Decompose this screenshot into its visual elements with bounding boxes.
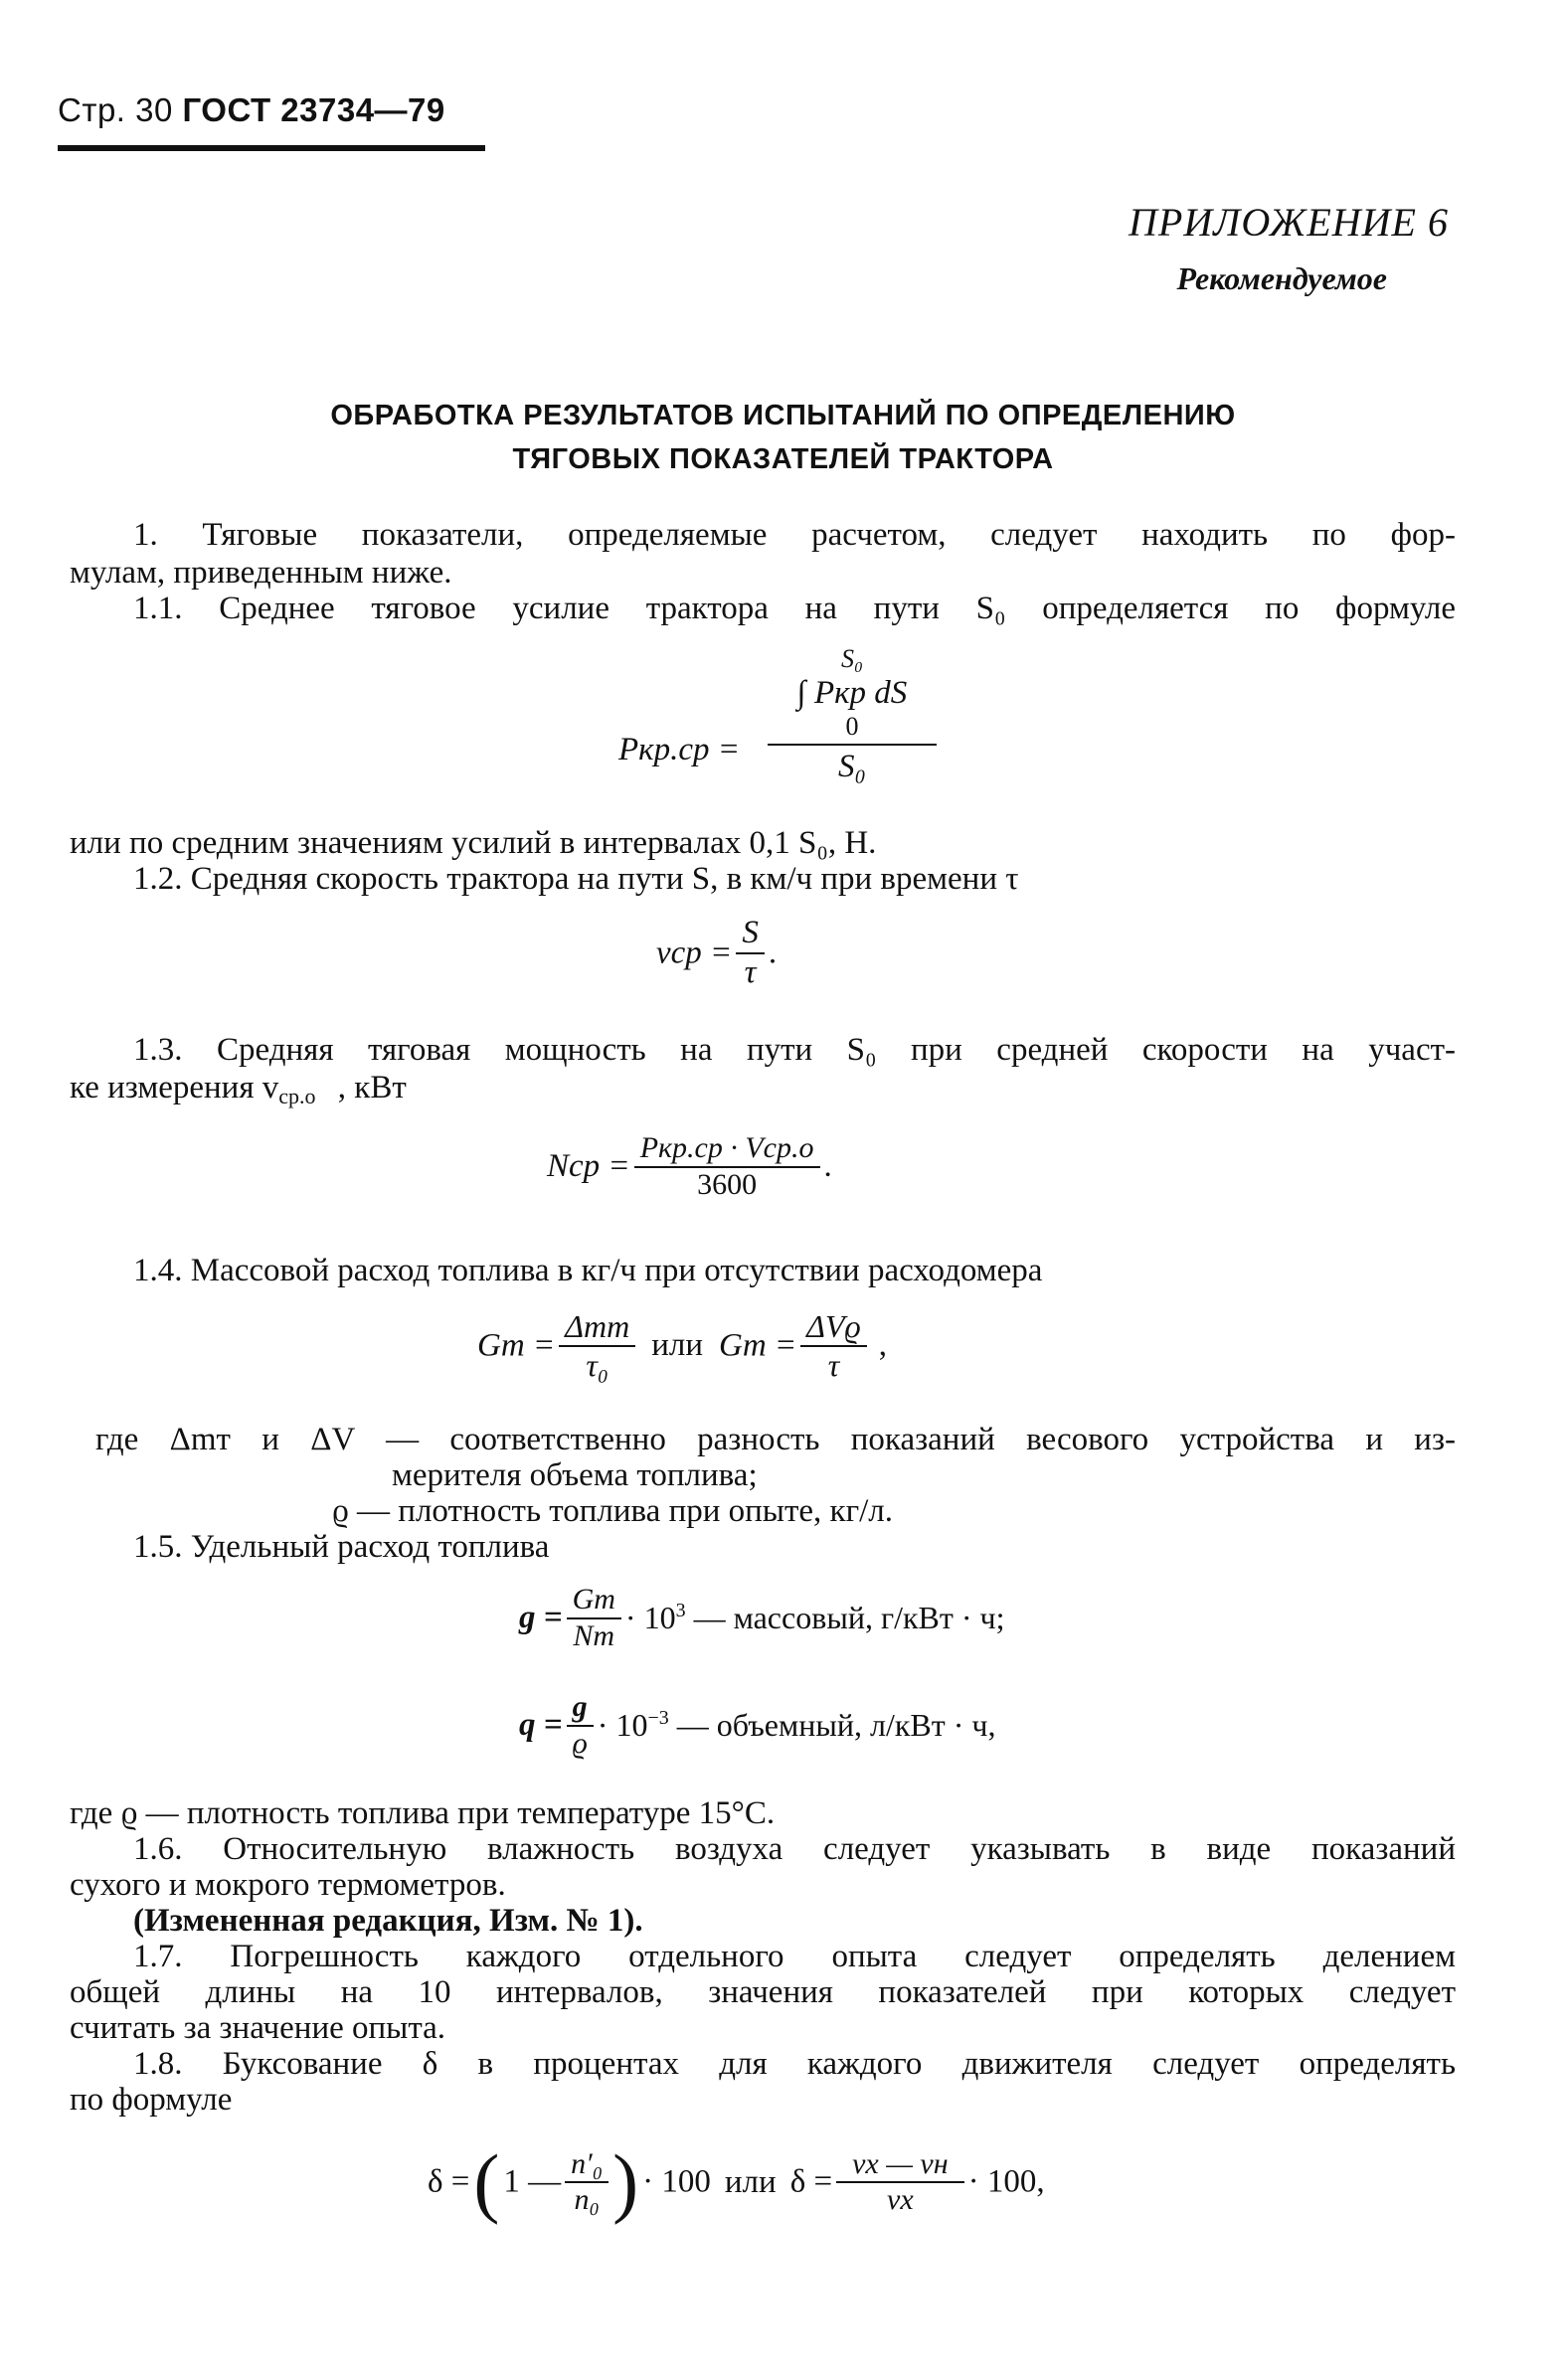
f2-tail: . xyxy=(768,935,778,971)
item-1-6-line1: 1.6. Относительную влажность воздуха следует указывать в виде показаний xyxy=(133,1831,1456,1867)
item-1-1: 1.1. Среднее тяговое усилие трактора на пути S₀ определяется по формуле xyxy=(133,591,1456,626)
formula-specific-volume xyxy=(519,1690,995,1789)
item-1-4-where2: мерителя объема топлива; xyxy=(392,1457,758,1493)
item-1-2: 1.2. Средняя скорость трактора на пути S, в км/ч при времени τ xyxy=(133,861,1019,897)
item-1-1-after: или по средним значениям усилий в интервалах 0,1 S₀, Н. xyxy=(70,825,877,861)
page-header xyxy=(58,91,445,129)
item-1-7-line3: считать за значение опыта. xyxy=(70,2010,446,2046)
f6a-numerator: n′₀ xyxy=(565,2147,609,2184)
f4b-lhs: Gт = xyxy=(718,1327,797,1364)
f5b-denominator: ϱ xyxy=(572,1726,588,1760)
formula-slip xyxy=(428,2137,1045,2247)
amendment-note: (Измененная редакция, Изм. № 1). xyxy=(133,1903,643,1939)
item-1-5: 1.5. Удельный расход топлива xyxy=(133,1529,550,1565)
f4b-numerator: ΔVϱ xyxy=(800,1308,867,1347)
f6b-denominator: vх xyxy=(887,2183,914,2216)
f3-denominator: 3600 xyxy=(697,1167,758,1201)
formula-mean-power xyxy=(547,1131,832,1231)
f1-integrand: ∫ Pкр dS xyxy=(796,675,908,711)
f5b-tail: — объемный, л/кВт · ч, xyxy=(676,1707,996,1743)
f1-upper-limit: S₀ xyxy=(840,644,864,673)
f6b-lhs: δ = xyxy=(789,2163,833,2200)
f4a-lhs: Gт = xyxy=(477,1327,556,1364)
item-1-7-line1: 1.7. Погрешность каждого отдельного опыта следует определять делением xyxy=(133,1939,1456,1974)
f1-denominator: S₀ xyxy=(838,749,866,784)
section-title-line1: ОБРАБОТКА РЕЗУЛЬТАТОВ ИСПЫТАНИЙ ПО ОПРЕДЕЛЕНИЮ xyxy=(330,400,1236,431)
f2-denominator: τ xyxy=(744,953,757,990)
item-1-3-line1: 1.3. Средняя тяговая мощность на пути S₀ при средней скорости на участ- xyxy=(133,1032,1456,1068)
f4b-denominator: τ xyxy=(827,1346,840,1383)
item-1-8-line2: по формуле xyxy=(70,2082,233,2118)
f2-numerator: S xyxy=(736,915,765,954)
f6a-close-paren: ) xyxy=(612,2138,639,2225)
f5b-lhs: q = xyxy=(519,1707,563,1743)
f4a-denominator: τ₀ xyxy=(586,1346,609,1383)
section-title-line2: ТЯГОВЫХ ПОКАЗАТЕЛЕЙ ТРАКТОРА xyxy=(512,443,1054,475)
item-1-line1: 1. Тяговые показатели, определяемые расчетом, следует находить по фор- xyxy=(133,517,1456,553)
item-1-7-line2: общей длины на 10 интервалов, значения показателей при которых следует xyxy=(70,1974,1456,2010)
item-1-line2: мулам, приведенным ниже. xyxy=(70,555,452,591)
f6a-lhs: δ = xyxy=(428,2163,470,2200)
f6a-one: 1 — xyxy=(503,2163,562,2200)
page-label: Стр. 30 xyxy=(58,91,173,128)
item-1-4-where1: где Δmт и ΔV — соответственно разность показаний весового устройства и из- xyxy=(95,1422,1456,1457)
f3-numerator: Pкр.ср · Vср.о xyxy=(634,1131,820,1168)
item-1-5-where: где ϱ — плотность топлива при температуре 15°С. xyxy=(70,1795,776,1831)
item-1-4-where3: ϱ — плотность топлива при опыте, кг/л. xyxy=(332,1493,893,1529)
appendix-status: Рекомендуемое xyxy=(1176,260,1387,296)
f5a-numerator: Gт xyxy=(567,1583,621,1619)
appendix-title: ПРИЛОЖЕНИЕ 6 xyxy=(1129,200,1449,245)
header-rule xyxy=(58,145,485,151)
f5b-numerator: g xyxy=(567,1690,594,1727)
formula-mean-pull xyxy=(618,646,937,815)
f5a-lhs: g = xyxy=(519,1600,563,1635)
f6b-numerator: vх — vн xyxy=(836,2147,964,2184)
f6b-tail: · 100, xyxy=(967,2163,1045,2200)
f2-lhs: vср = xyxy=(656,935,733,971)
formula-specific-mass xyxy=(519,1583,1004,1682)
f1-lower-limit: 0 xyxy=(845,712,859,741)
f4-or: или xyxy=(651,1327,703,1364)
formula-fuel-consumption xyxy=(477,1308,887,1408)
f5a-mult: · 10 xyxy=(624,1600,676,1635)
f5b-exp: −3 xyxy=(647,1707,669,1729)
f3-lhs: Nср = xyxy=(547,1148,630,1184)
f6a-mult: · 100 xyxy=(642,2163,711,2200)
f3-tail: . xyxy=(823,1148,832,1184)
item-1-3-line2: ке измерения $v_{ср.о}$ , кВт xyxy=(70,1070,407,1108)
f5a-exp: 3 xyxy=(675,1600,686,1621)
formula-mean-speed xyxy=(656,915,777,1004)
f6a-denominator: n₀ xyxy=(574,2183,600,2216)
f6-or: или xyxy=(724,2163,777,2200)
f6a-open-paren: ( xyxy=(473,2138,500,2225)
standard-number: ГОСТ 23734—79 xyxy=(182,91,445,128)
f4-tail: , xyxy=(878,1327,887,1364)
f5a-tail: — массовый, г/кВт · ч; xyxy=(693,1600,1005,1635)
item-1-8-line1: 1.8. Буксование δ в процентах для каждого движителя следует определять xyxy=(133,2046,1456,2082)
item-1-4: 1.4. Массовой расход топлива в кг/ч при отсутствии расходомера xyxy=(133,1253,1043,1288)
item-1-6-line2: сухого и мокрого термометров. xyxy=(70,1867,506,1903)
f5a-denominator: Nт xyxy=(573,1618,615,1652)
f1-lhs: Pкр.ср = xyxy=(618,732,741,767)
f4a-numerator: Δmт xyxy=(559,1308,635,1347)
f5b-mult: · 10 xyxy=(597,1707,648,1743)
